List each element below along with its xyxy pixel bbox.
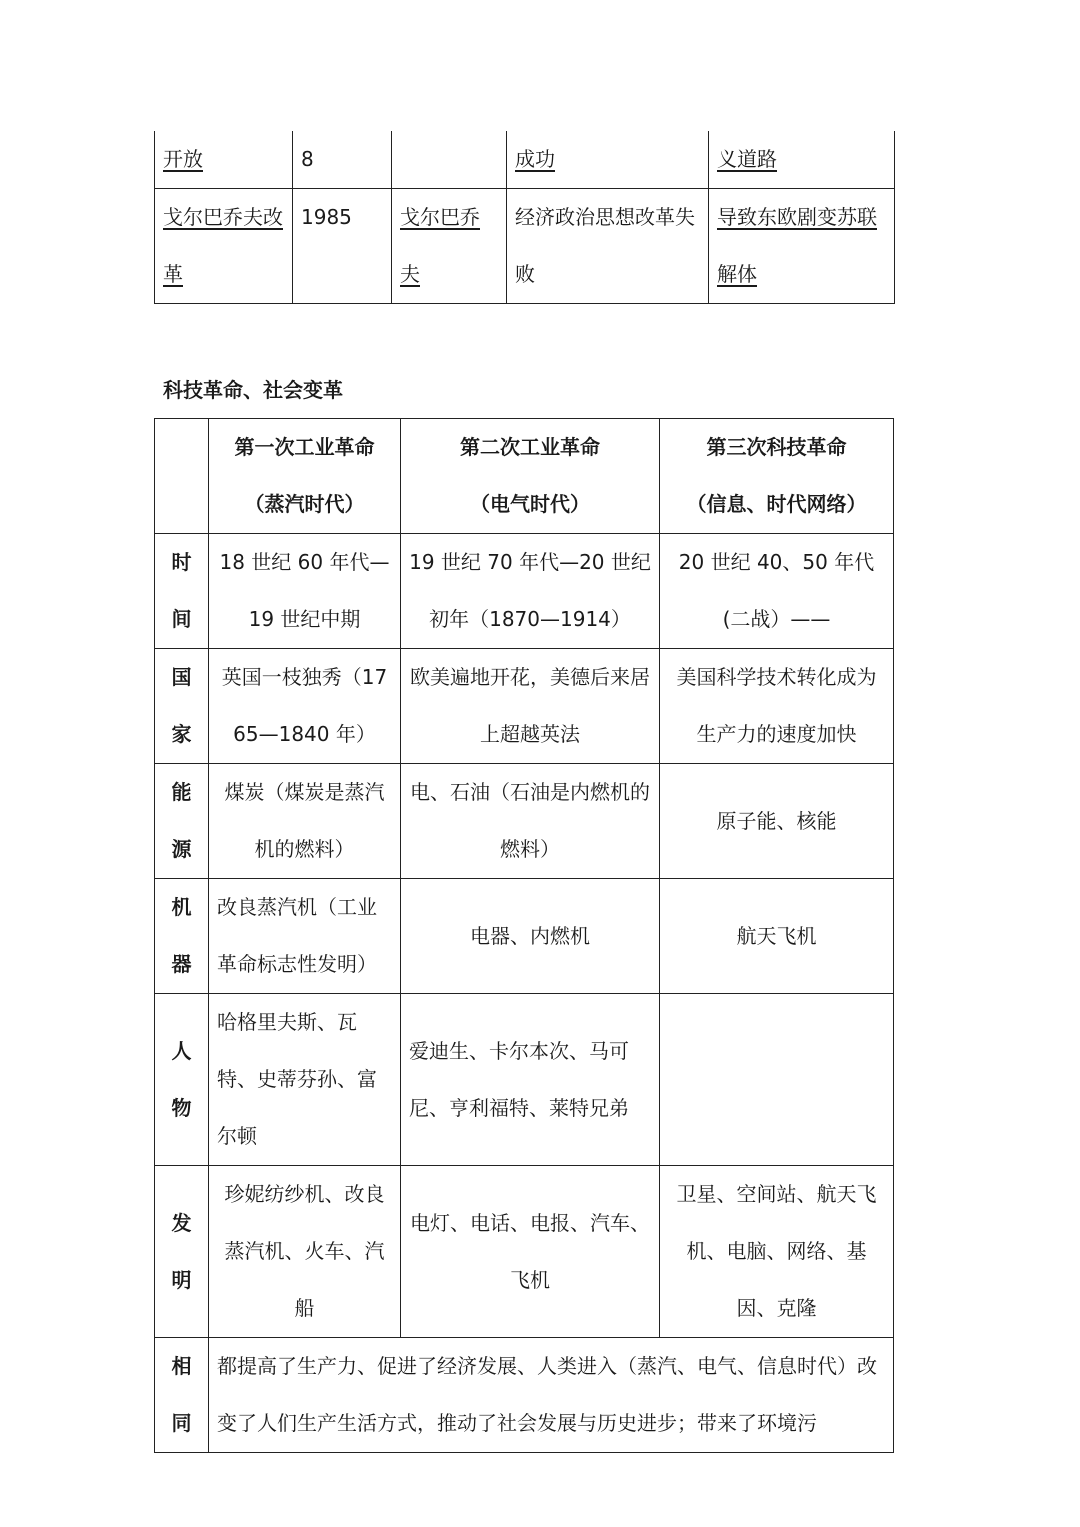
row-label-country: 国 家 [155, 649, 209, 764]
table-cell: 煤炭（煤炭是蒸汽机的燃料） [209, 764, 401, 879]
table-cell: 英国一枝独秀（1765—1840 年） [209, 649, 401, 764]
table-row [155, 1338, 894, 1453]
reform-impact: 义道路 [709, 131, 895, 189]
row-label-energy: 能 源 [155, 764, 209, 879]
row-label-common: 相 同 [155, 1338, 209, 1453]
table-cell: 珍妮纺纱机、改良蒸汽机、火车、汽船 [209, 1166, 401, 1338]
table-row [155, 764, 894, 879]
table-cell: 爱迪生、卡尔本次、马可尼、亨利福特、莱特兄弟 [401, 994, 660, 1166]
table-row [155, 994, 894, 1166]
table-cell: 18 世纪 60 年代—19 世纪中期 [209, 534, 401, 649]
row-label-people: 人 物 [155, 994, 209, 1166]
table-cell: 美国科学技术转化成为生产力的速度加快 [660, 649, 894, 764]
reform-result: 经济政治思想改革失败 [507, 189, 709, 304]
table-cell: 卫星、空间站、航天飞机、电脑、网络、基因、克隆 [660, 1166, 894, 1338]
reform-impact: 导致东欧剧变苏联解体 [709, 189, 895, 304]
row-label-invention: 发 明 [155, 1166, 209, 1338]
reform-result: 成功 [507, 131, 709, 189]
header-second-revolution: 第二次工业革命 （电气时代） [401, 419, 660, 534]
reform-year: 1985 [293, 189, 392, 304]
reform-leader [392, 131, 507, 189]
table-row [155, 879, 894, 994]
table-cell: 欧美遍地开花，美德后来居上超越英法 [401, 649, 660, 764]
row-label-time: 时 间 [155, 534, 209, 649]
table-row [155, 131, 895, 189]
header-third-revolution: 第三次科技革命 （信息、时代网络） [660, 419, 894, 534]
table-cell: 电、石油（石油是内燃机的燃料） [401, 764, 660, 879]
table-row [155, 534, 894, 649]
table-cell: 电器、内燃机 [401, 879, 660, 994]
revolution-table [154, 418, 894, 1453]
table-cell: 原子能、核能 [660, 764, 894, 879]
table-cell: 电灯、电话、电报、汽车、飞机 [401, 1166, 660, 1338]
table-cell: 航天飞机 [660, 879, 894, 994]
table-cell: 哈格里夫斯、瓦特、史蒂芬孙、富尔顿 [209, 994, 401, 1166]
reform-name: 戈尔巴乔夫改革 [155, 189, 293, 304]
reform-year: 8 [293, 131, 392, 189]
table-row [155, 649, 894, 764]
merged-cell: 都提高了生产力、促进了经济发展、人类进入（蒸汽、电气、信息时代）改变了人们生产生活方式，推动了社会发展与历史进步；带来了环境污 [209, 1338, 894, 1453]
table-cell [660, 994, 894, 1166]
table-cell: 改良蒸汽机（工业革命标志性发明） [209, 879, 401, 994]
corner-cell [155, 419, 209, 534]
row-label-machine: 机 器 [155, 879, 209, 994]
table-cell: 19 世纪 70 年代—20 世纪初年（1870—1914） [401, 534, 660, 649]
table-row [155, 189, 895, 304]
section-title: 科技革命、社会变革 [163, 378, 343, 402]
header-row [155, 419, 894, 534]
table-row [155, 1166, 894, 1338]
reform-table [154, 131, 895, 304]
reform-leader: 戈尔巴乔夫 [392, 189, 507, 304]
table-cell: 20 世纪 40、50 年代(二战）—— [660, 534, 894, 649]
reform-name: 开放 [155, 131, 293, 189]
header-first-revolution: 第一次工业革命 （蒸汽时代） [209, 419, 401, 534]
